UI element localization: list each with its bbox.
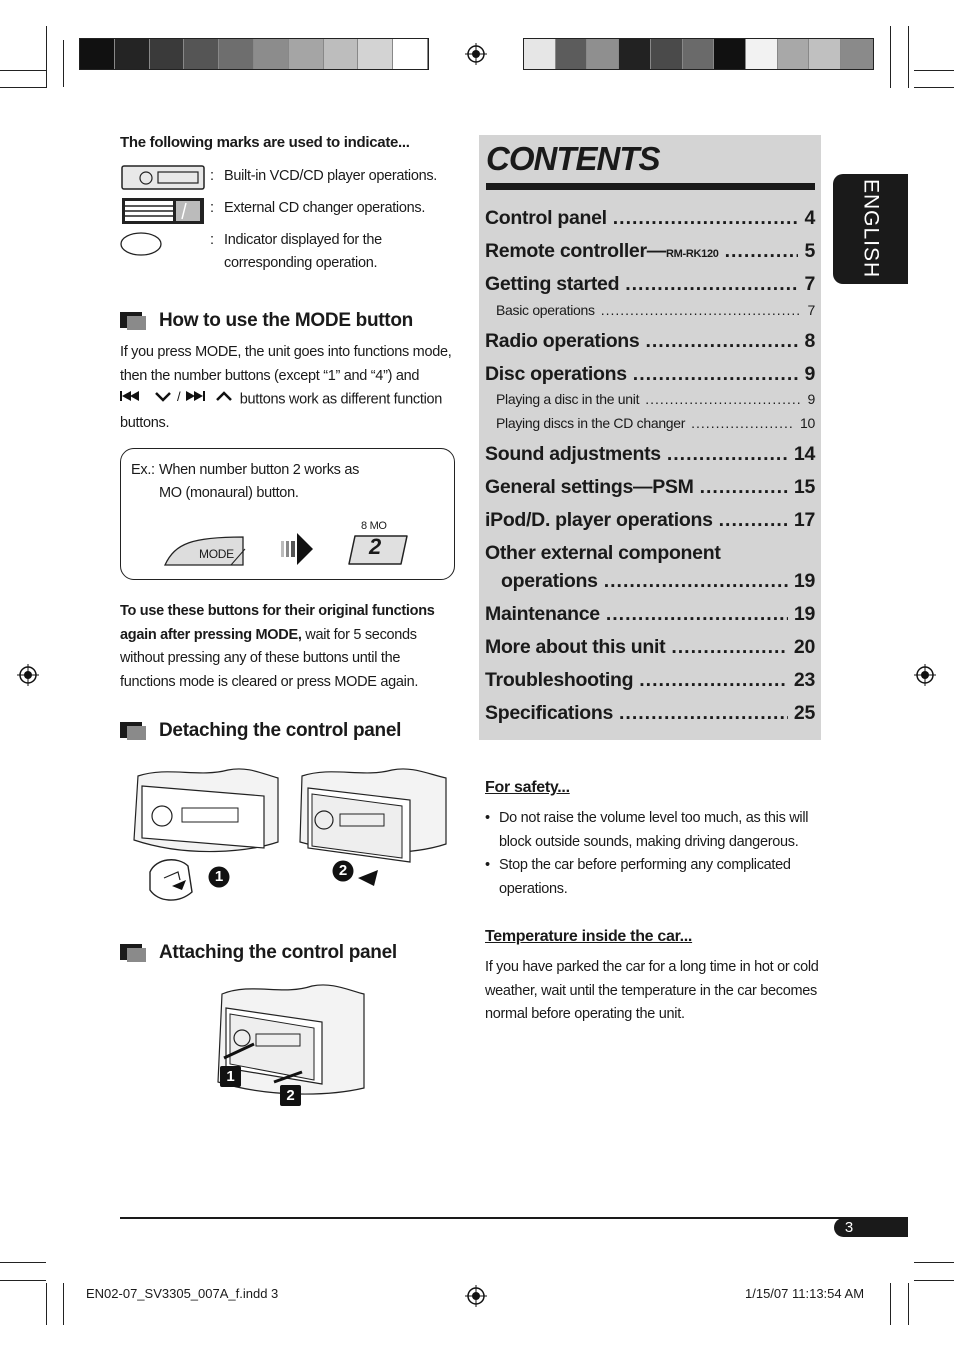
language-tab-label: ENGLISH (859, 179, 883, 279)
toc-subentry[interactable]: Basic operations ..... 7 (496, 302, 815, 318)
mark-row-vcd: : Built-in VCD/CD player operations. (120, 165, 464, 191)
section-heading-mode: How to use the MODE button (120, 310, 413, 332)
toc-entry[interactable]: Control panel ..... 4 (485, 207, 815, 230)
color-swatch (524, 39, 556, 69)
toc-entry[interactable]: Troubleshooting ..... 23 (485, 669, 815, 692)
mode-paragraph: If you press MODE, the unit goes into functions mode, then the number buttons (except “1” and “4”) and / buttons work as different function buttons. (120, 344, 452, 432)
toc-entry[interactable]: Maintenance ..... 19 (485, 603, 815, 626)
color-swatch (809, 39, 841, 69)
toc-entry[interactable]: operations ..... 19 (501, 570, 815, 593)
arrow-right-icon (281, 531, 315, 567)
slug-filename: EN02-07_SV3305_007A_f.indd 3 (86, 1286, 279, 1301)
detach-illustration-1: 1 (128, 762, 280, 907)
slug-timestamp: 1/15/07 11:13:54 AM (745, 1286, 865, 1301)
toc-subentry[interactable]: Playing discs in the CD changer ..... 10 (496, 415, 815, 431)
attach-illustration (210, 978, 368, 1108)
mode-restore-paragraph: To use these buttons for their original functions again after pressing MODE, wait for 5 seconds without pressing any of these buttons until the functions mode is cleared or press MODE again. (120, 603, 435, 690)
mark-text: Built-in VCD/CD player operations. (224, 168, 438, 184)
color-swatch (841, 39, 873, 69)
color-swatch (556, 39, 588, 69)
color-swatch (683, 39, 715, 69)
color-bar-left (79, 38, 429, 70)
example-line-1: When number button 2 works as (159, 462, 360, 478)
section-heading-detach: Detaching the control panel (120, 720, 401, 742)
toc-entry[interactable]: General settings—PSM ..... 15 (485, 476, 815, 499)
mark-row-changer: : External CD changer operations. (120, 197, 464, 223)
safety-list (485, 807, 820, 901)
mark-text: External CD changer operations. (224, 200, 426, 216)
mode-button-illustration (161, 529, 251, 569)
safety-heading: For safety... (485, 779, 570, 796)
registration-mark-icon (17, 664, 39, 686)
section-marker-icon (120, 722, 146, 740)
registration-mark-icon (465, 1285, 487, 1307)
vcd-player-icon (120, 165, 210, 191)
color-swatch (393, 39, 428, 69)
temperature-text: If you have parked the car for a long time in hot or cold weather, wait until the temperature in the car becomes normal before operating the unit. (485, 959, 819, 1022)
toc-entry[interactable]: Other external component (485, 542, 721, 564)
color-swatch (358, 39, 393, 69)
section-marker-icon (120, 312, 146, 330)
skip-buttons-icons (120, 388, 236, 412)
color-swatch (651, 39, 683, 69)
indicator-oval-icon (120, 229, 210, 255)
detach-illustration-2: 2 (298, 762, 450, 907)
mode-button-label: MODE (199, 547, 234, 561)
example-box (120, 448, 455, 580)
color-swatch (619, 39, 651, 69)
number-button-illustration (345, 533, 411, 567)
number-button-digit: 2 (369, 534, 381, 559)
toc-entry[interactable]: Remote controller— RM-RK120 ..... 5 (485, 240, 815, 263)
toc-entry[interactable]: iPod/D. player operations ..... 17 (485, 509, 815, 532)
color-swatch (184, 39, 219, 69)
number-button-caption: 8 MO (361, 520, 387, 532)
mark-text: Indicator displayed for the corresponding operation. (224, 232, 382, 271)
color-swatch (714, 39, 746, 69)
temperature-heading: Temperature inside the car... (485, 928, 693, 945)
registration-mark-icon (914, 664, 936, 686)
list-item: • Stop the car before performing any complicated operations. (485, 857, 791, 897)
color-swatch (150, 39, 185, 69)
color-swatch (746, 39, 778, 69)
toc-entry[interactable]: Specifications ..... 25 (485, 702, 815, 725)
toc-subentry[interactable]: Playing a disc in the unit ..... 9 (496, 391, 815, 407)
cd-changer-icon (120, 197, 210, 223)
toc-entry[interactable]: More about this unit ..... 20 (485, 636, 815, 659)
color-swatch (80, 39, 115, 69)
svg-text:/: / (177, 389, 181, 403)
color-swatch (115, 39, 150, 69)
step-number-badge: 2 (280, 1085, 301, 1106)
footer-rule (120, 1217, 908, 1219)
contents-rule (486, 183, 815, 190)
section-marker-icon (120, 944, 146, 962)
color-swatch (254, 39, 289, 69)
color-swatch (219, 39, 254, 69)
mark-row-indicator: : Indicator displayed for the corresponding operation. (120, 229, 444, 275)
color-swatch (587, 39, 619, 69)
registration-mark-icon (465, 43, 487, 65)
color-swatch (324, 39, 359, 69)
toc-entry[interactable]: Getting started ..... 7 (485, 273, 815, 296)
marks-title: The following marks are used to indicate... (120, 134, 410, 151)
list-item: • Do not raise the volume level too much, as this will block outside sounds, making driving dangerous. (485, 810, 809, 850)
toc-entry[interactable]: Sound adjustments ..... 14 (485, 443, 815, 466)
page-number: 3 (844, 1219, 854, 1236)
section-heading-attach: Attaching the control panel (120, 942, 397, 964)
step-number-badge: 1 (220, 1066, 241, 1087)
toc-entry[interactable]: Radio operations ..... 8 (485, 330, 815, 353)
color-swatch (289, 39, 324, 69)
contents-title: CONTENTS (486, 140, 660, 177)
color-bar-right (523, 38, 874, 70)
toc-entry[interactable]: Disc operations ..... 9 (485, 363, 815, 386)
example-prefix: Ex.: (131, 462, 155, 478)
example-line-2: MO (monaural) button. (159, 485, 299, 501)
color-swatch (778, 39, 810, 69)
